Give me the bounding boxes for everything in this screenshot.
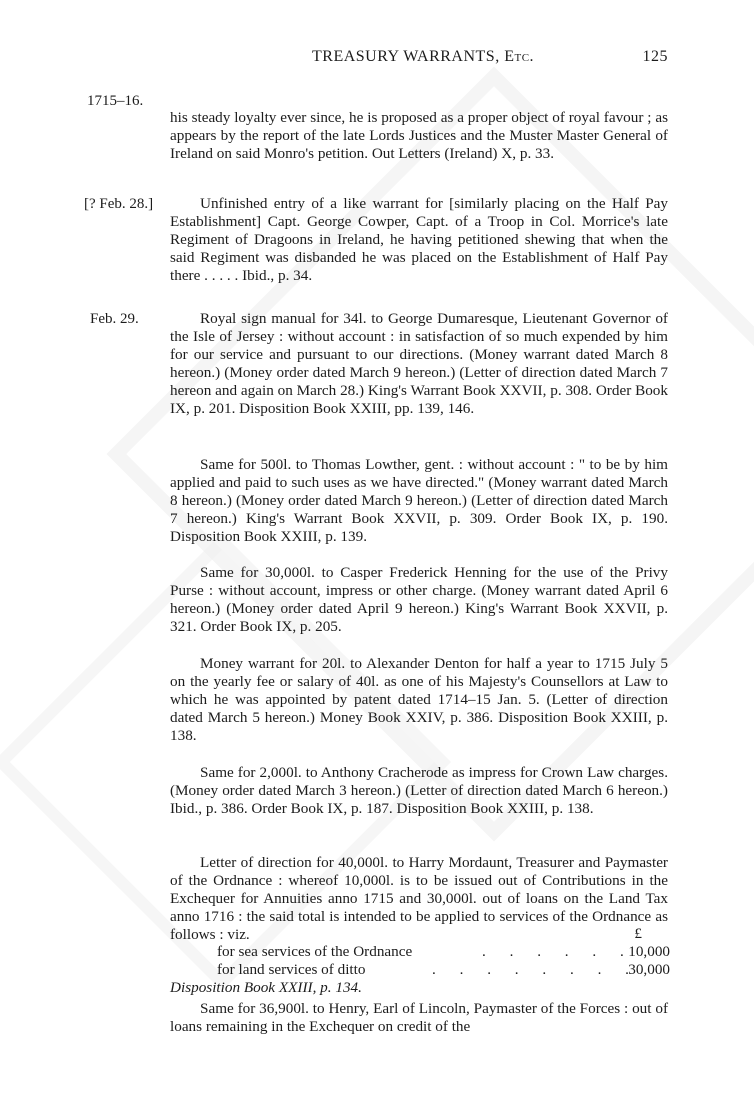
- entry-text: Same for 30,000l. to Casper Frederick Henning for the use of the Privy Purse : without account, impress or other charge. (Money warrant dated April 6 hereon.) (Money order dated April 9 hereon.) King's Warrant Book XXVII, p. 321. Order Book IX, p. 205.: [170, 564, 668, 635]
- running-title: TREASURY WARRANTS, Etc.: [312, 48, 535, 65]
- entry-text: Same for 36,900l. to Henry, Earl of Lincoln, Paymaster of the Forces : out of loans remaining in the Exchequer on credit of the: [170, 1000, 668, 1035]
- entry-date: [? Feb. 28.]: [84, 196, 154, 212]
- entry-text: Same for 2,000l. to Anthony Cracherode as impress for Crown Law charges. (Money order dated March 3 hereon.) (Letter of direction dated March 6 hereon.) Ibid., p. 386. Order Book IX, p. 187. Disposition Book XXIII, p. 138.: [170, 764, 668, 817]
- entry-date: Feb. 29.: [90, 311, 139, 327]
- entry-text: Royal sign manual for 34l. to George Dumaresque, Lieutenant Governor of the Isle of Jersey : without account : in satisfaction of so much expended by him for our service and pursuant to our directions. (Money warrant dated March 8 hereon.) (Money order dated March 9 hereon.) (Letter of direction dated March 7 hereon and again on March 28.) King's Warrant Book XXVII, p. 308. Order Book IX, p. 201. Disposition Book XXIII, pp. 139, 146.: [170, 310, 668, 417]
- table-row: [170, 961, 670, 979]
- row-label: for land services of ditto: [217, 961, 366, 978]
- row-amount: 10,000: [628, 943, 670, 960]
- row-amount: 30,000: [628, 961, 670, 978]
- running-header: [312, 48, 668, 68]
- page-number: 125: [642, 48, 668, 65]
- table-reference-row: [170, 979, 670, 997]
- currency-symbol: £: [634, 925, 642, 942]
- row-label: for sea services of the Ordnance: [217, 943, 413, 960]
- table-currency-row: [170, 925, 670, 943]
- table-row: [170, 943, 670, 961]
- entry-text: Same for 500l. to Thomas Lowther, gent. : without account : " to be by him applied and paid to such uses as we have directed." (Money warrant dated March 8 hereon.) (Money order dated March 9 hereon.) (Letter of direction dated March 7 hereon.) King's Warrant Book XXVII, p. 309. Order Book IX, p. 190. Disposition Book XXIII, p. 139.: [170, 456, 668, 545]
- row-leader-dots: . . . . . .: [482, 943, 634, 960]
- entry-date: 1715–16.: [87, 93, 144, 109]
- entry-text: his steady loyalty ever since, he is proposed as a proper object of royal favour ; as appears by the report of the late Lords Justices and the Muster Master General of Ireland on said Monro's petition. Out Letters (Ireland) X, p. 33.: [170, 109, 668, 162]
- entry-text: Money warrant for 20l. to Alexander Denton for half a year to 1715 July 5 on the yearly fee or salary of 40l. as one of his Majesty's Counsellors at Law to which he was appointed by patent dated 1714–15 Jan. 5. (Letter of direction dated March 5 hereon.) Money Book XXIV, p. 386. Disposition Book XXIII, p. 138.: [170, 655, 668, 744]
- entry-text: Unfinished entry of a like warrant for [similarly placing on the Half Pay Establishment] Capt. George Cowper, Capt. of a Troop in Col. Morrice's late Regiment of Dragoons in Ireland, he having petitioned shewing that when the said Regiment was disbanded he was placed on the Establishment of Half Pay there . . . . . Ibid., p. 34.: [170, 195, 668, 284]
- table-reference: Disposition Book XXIII, p. 134.: [170, 979, 362, 996]
- row-leader-dots: . . . . . . . .: [432, 961, 639, 978]
- entry-text: Letter of direction for 40,000l. to Harry Mordaunt, Treasurer and Paymaster of the Ordnance : whereof 10,000l. is to be issued out of Contributions in the Exchequer for Annuities anno 1715 and 30,000l. out of loans on the Land Tax anno 1716 : the said total is intended to be applied to services of the Ordnance as follows : viz.: [170, 854, 668, 943]
- ordnance-table: [170, 925, 670, 997]
